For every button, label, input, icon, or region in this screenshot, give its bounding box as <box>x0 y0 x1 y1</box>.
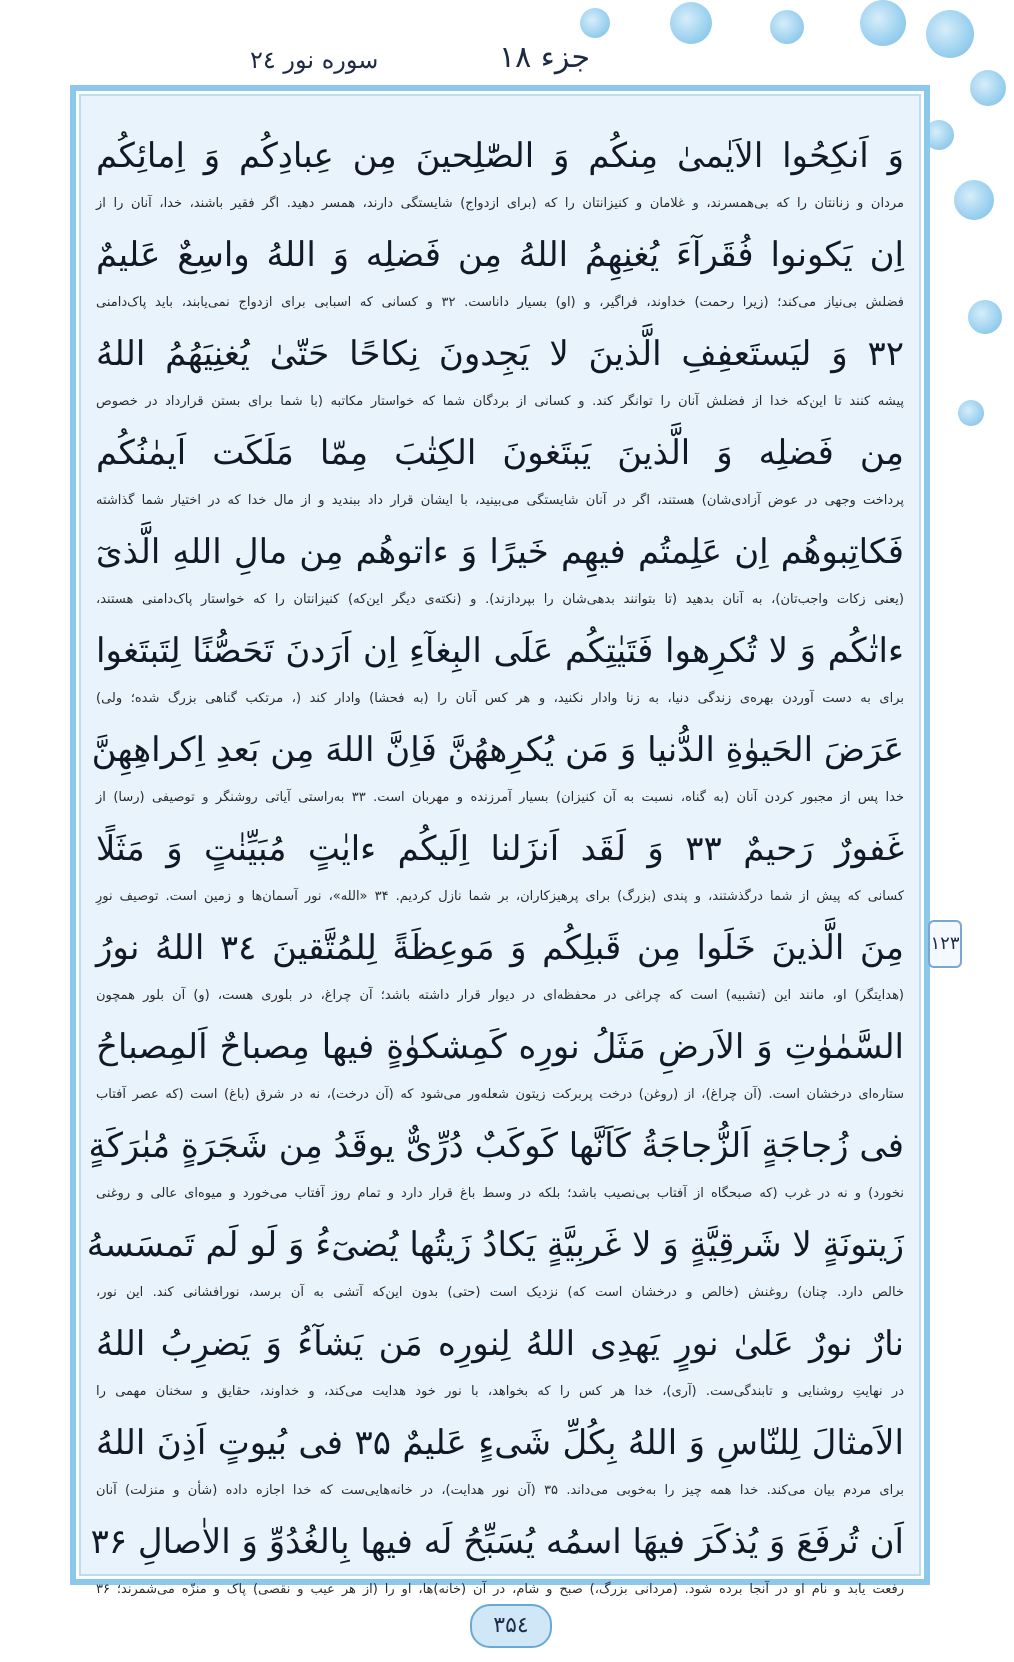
verse-line <box>86 1214 910 1313</box>
translation-text: پرداخت وجهی در عوض آزادی‌شان) هستند، اگر در آنان شایستگی می‌بینید، با ایشان قرار داد ببندید و از مال خدا که در اختیار شما گذاشته <box>96 493 904 508</box>
page-number: ۳۵٤ <box>470 1604 552 1648</box>
translation-text: برای به دست آوردن بهره‌ی زندگی دنیا، به زنا وادار نکنید، و هر کس آنان را (به فحشا) وادار کند (، مرتکب گناهی بزرگ شده؛ ولی) <box>96 691 904 706</box>
verse-line <box>90 521 910 620</box>
verse-line <box>90 224 910 323</box>
arabic-text: زَیتونَةٍ لا شَرقِیَّةٍ وَ لا غَربِیَّةٍ یَکادُ زَیتُها یُضیٓءُ وَ لَو لَم تَمسَسهُ <box>86 1225 904 1265</box>
translation-text: برای مردم بیان می‌کند. خدا همه چیز را به‌خوبی می‌داند. ۳۵ (آن نور هدایت)، در خانه‌هایی‌ست که خدا اجازه داده (شأن و منزلت) آنان <box>96 1483 904 1498</box>
verse-line <box>90 323 910 422</box>
flower-icon <box>968 300 1002 334</box>
verse-line <box>90 620 910 719</box>
arabic-text: فی زُجاجَةٍ اَلزُّجاجَةُ کَاَنَّها کَوکَبٌ دُرِّیٌّ یوقَدُ مِن شَجَرَةٍ مُبٰرَکَةٍ <box>88 1126 904 1166</box>
arabic-text: عَرَضَ الحَیوٰةِ الدُّنیا وَ مَن یُکرِههُنَّ فَاِنَّ اللهَ مِن بَعدِ اِکراهِهِنَّ <box>91 730 904 770</box>
translation-text: کسانی که پیش از شما درگذشتند، و پندی (بزرگ) برای پرهیزکاران، بر شما نازل کردیم. ۳۴ «الله»، نور آسمان‌ها و زمین است. توصیف نورِ <box>96 889 904 904</box>
translation-text: خدا پس از مجبور کردن آنان (به گناه، نسبت به آن کنیزان) بسیار آمرزنده و مهربان است. ۳۳ به‌راستی آیاتی روشنگر و توصیفی (رسا) از <box>96 790 904 805</box>
translation-text: مردان و زنانتان را که بی‌همسرند، و غلامان و کنیزانتان را که (برای ازدواج) شایستگی دارند، همسر دهید. اگر فقیر باشند، خدا، آنان را از <box>96 196 904 211</box>
flower-icon <box>580 8 610 38</box>
translation-text: ستاره‌ای درخشان است. (آن چراغ)، از (روغن) درخت پربرکت زیتون شعله‌ور می‌شود که (آن درخت)، نه در شرق (باغ) است (که عصر آفتاب <box>96 1087 904 1102</box>
arabic-text: مِنَ الَّذینَ خَلَوا مِن قَبلِکُم وَ مَوعِظَةً لِلمُتَّقینَ ۳٤ اللهُ نورُ <box>96 928 904 968</box>
arabic-text: وَ اَنکِحُوا الاَیٰمیٰ مِنکُم وَ الصّٰلِحینَ مِن عِبادِکُم وَ اِمائِکُم <box>96 136 904 176</box>
arabic-text: فَکاتِبوهُم اِن عَلِمتُم فیهِم خَیرًا وَ ءاتوهُم مِن مالِ اللهِ الَّذیٓ <box>96 532 904 572</box>
arabic-text: نارٌ نورٌ عَلیٰ نورٍ یَهدِی اللهُ لِنورِه مَن یَشآءُ وَ یَضرِبُ اللهُ <box>96 1324 904 1364</box>
arabic-text: اِن یَکونوا فُقَرآءَ یُغنِهِمُ اللهُ مِن فَضلِه وَ اللهُ واسِعٌ عَلیمٌ <box>96 235 904 275</box>
page-header <box>250 40 590 80</box>
arabic-text: ءاتٰکُم وَ لا تُکرِهوا فَتَیٰتِکُم عَلَی البِغآءِ اِن اَرَدنَ تَحَصُّنًا لِتَبتَغوا <box>96 631 904 671</box>
verse-line <box>90 818 910 917</box>
translation-text: نخورد) و نه در غرب (که صبحگاه از آفتاب بی‌نصیب باشد؛ بلکه در وسط باغ قرار دارد و تمام روز آفتاب می‌خورد و میوه‌ای عالی و روغنی <box>96 1186 904 1201</box>
hizb-marker: ۱۲۳ <box>928 920 962 968</box>
verse-line <box>90 1115 910 1214</box>
verse-line <box>90 719 910 818</box>
verse-line <box>90 422 910 521</box>
verse-line <box>90 1016 910 1115</box>
flower-icon <box>670 2 712 44</box>
translation-text: رفعت یابد و نام او در آنجا برده شود. (مردانی بزرگ،) صبح و شام، در آن (خانه)ها، او را (از هر عیب و نقصی) پاک و منزّه می‌شمرند؛ ۳۶ <box>96 1582 904 1597</box>
flower-icon <box>770 10 804 44</box>
verse-line <box>90 1511 910 1610</box>
arabic-text: السَّمٰوٰتِ وَ الاَرضِ مَثَلُ نورِه کَمِشکوٰةٍ فیها مِصباحٌ اَلمِصباحُ <box>96 1027 904 1067</box>
verse-line <box>90 125 910 224</box>
translation-text: (یعنی زکات واجب‌تان)، به آنان بدهید (تا بتوانند بدهی‌شان را بپردازند). و (نکته‌ی دیگر این‌که) کنیزانتان را که خواستار پاک‌دامنی هستند، <box>96 592 904 607</box>
flower-icon <box>954 180 994 220</box>
arabic-text: مِن فَضلِه وَ الَّذینَ یَبتَغونَ الکِتٰبَ مِمّا مَلَکَت اَیمٰنُکُم <box>96 433 904 473</box>
quran-text <box>86 125 910 1610</box>
translation-text: فضلش بی‌نیاز می‌کند؛ (زیرا رحمت) خداوند، فراگیر، و (او) بسیار داناست. ۳۲ و کسانی که اسبابی برای ازدواج نمی‌یابند، باید پاک‌دامنی <box>96 295 904 310</box>
surah-label: سوره نور ۲٤ <box>250 46 379 74</box>
arabic-text: اَن تُرفَعَ وَ یُذکَرَ فیهَا اسمُه یُسَبِّحُ لَه فیها بِالغُدُوِّ وَ الاٰصالِ ۳۶ <box>90 1522 904 1562</box>
floral-ornament-top <box>560 0 940 90</box>
verse-line <box>90 1412 910 1511</box>
arabic-text: ۳۲ وَ لیَستَعفِفِ الَّذینَ لا یَجِدونَ نِکاحًا حَتّیٰ یُغنِیَهُمُ اللهُ <box>96 334 904 374</box>
flower-icon <box>958 400 984 426</box>
juz-label: جزء ۱۸ <box>499 40 590 75</box>
flower-icon <box>860 0 906 46</box>
flower-icon <box>970 70 1006 106</box>
translation-text: (هدایتگر) او، مانند این (تشبیه) است که چراغی در محفظه‌ای در دیوار قرار داشته باشد؛ آن چراغ، در بلوری هست، (و) آن بلور همچون <box>96 988 904 1003</box>
arabic-text: الاَمثالَ لِلنّاسِ وَ اللهُ بِکُلِّ شَیءٍ عَلیمٌ ۳۵ فی بُیوتٍ اَذِنَ اللهُ <box>96 1423 904 1463</box>
arabic-text: غَفورٌ رَحیمٌ ۳۳ وَ لَقَد اَنزَلنا اِلَیکُم ءایٰتٍ مُبَیِّنٰتٍ وَ مَثَلًا <box>96 829 904 869</box>
translation-text: خالص دارد. چنان) روغنش (خالص و درخشان است که) نزدیک است (حتی) بدون این‌که آتشی به آن برسد، نورافشانی کند. این نور، <box>96 1285 904 1300</box>
translation-text: پیشه کنند تا این‌که خدا از فضلش آنان را توانگر کند. و کسانی از بردگان شما که خواستار مکاتبه (با شما برای بستن قرارداد در خصوص <box>96 394 904 409</box>
verse-line <box>90 1313 910 1412</box>
verse-line <box>90 917 910 1016</box>
translation-text: در نهایتِ روشنایی و تابندگی‌ست. (آری)، خدا هر کس را که بخواهد، با نور خود هدایت می‌کند، و خداوند، حقایق و سخنان مهمی را <box>96 1384 904 1399</box>
